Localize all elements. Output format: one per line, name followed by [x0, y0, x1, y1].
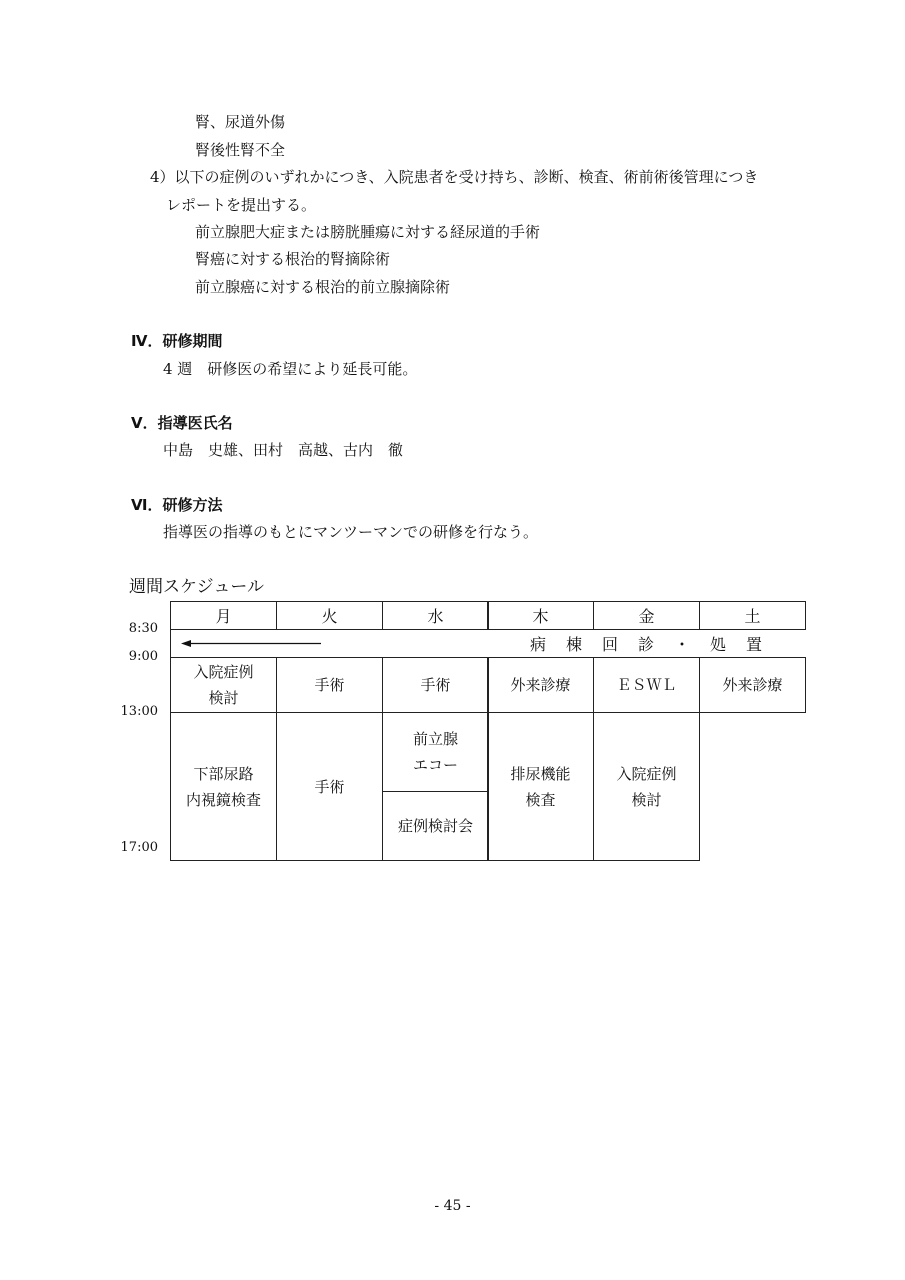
morning-cell-wed: 手術: [382, 657, 489, 713]
afternoon-cell-fri: 入院症例 検討: [593, 712, 700, 861]
afternoon-cell-wed-top: 前立腺 エコー: [382, 712, 489, 792]
afternoon-cell-mon: 下部尿路 内視鏡検査: [170, 712, 277, 861]
section-body-period: 4 週 研修医の希望により延長可能。: [163, 360, 418, 378]
section-heading-period: Ⅳ．研修期間: [131, 332, 223, 350]
day-header-fri: 金: [593, 601, 700, 630]
morning-cell-fri: ＥＳＷＬ: [593, 657, 700, 713]
section-body-method: 指導医の指導のもとにマンツーマンでの研修を行なう。: [163, 523, 539, 541]
day-header-mon: 月: [170, 601, 277, 630]
day-header-sat: 土: [699, 601, 806, 630]
time-label: 13:00: [120, 704, 158, 719]
rounds-row: [170, 629, 806, 658]
schedule-title: 週間スケジュール: [129, 577, 264, 597]
section-heading-supervisors: Ⅴ．指導医氏名: [131, 414, 233, 432]
afternoon-cell-wed-bottom: 症例検討会: [382, 791, 489, 861]
text-line: 腎後性腎不全: [195, 141, 286, 159]
time-label: 9:00: [128, 649, 158, 664]
page-number: - 45 -: [434, 1198, 471, 1214]
morning-cell-mon: 入院症例 検討: [170, 657, 277, 713]
text-line: 前立腺癌に対する根治的前立腺摘除術: [195, 278, 451, 296]
rounds-label: 病棟回診・処置: [491, 630, 821, 657]
time-label: 8:30: [128, 621, 158, 636]
day-header-thu: 木: [487, 601, 594, 630]
afternoon-cell-thu: 排尿機能 検査: [487, 712, 594, 861]
text-line: 腎、尿道外傷: [195, 113, 286, 131]
day-header-wed: 水: [382, 601, 489, 630]
section-heading-method: Ⅵ．研修方法: [131, 496, 223, 514]
text-line: 前立腺肥大症または膀胱腫瘍に対する経尿道的手術: [195, 223, 541, 241]
text-line: 腎癌に対する根治的腎摘除術: [195, 250, 391, 268]
day-header-tue: 火: [276, 601, 383, 630]
text-line: 4）以下の症例のいずれかにつき、入院患者を受け持ち、診断、検査、術前術後管理につき: [150, 168, 759, 186]
morning-cell-tue: 手術: [276, 657, 383, 713]
morning-cell-sat: 外来診療: [699, 657, 806, 713]
morning-cell-thu: 外来診療: [487, 657, 594, 713]
text-line: レポートを提出する。: [166, 196, 317, 214]
time-label: 17:00: [120, 840, 158, 855]
section-body-supervisors: 中島 史雄、田村 高越、古内 徹: [163, 441, 404, 459]
afternoon-cell-tue: 手術: [276, 712, 383, 861]
